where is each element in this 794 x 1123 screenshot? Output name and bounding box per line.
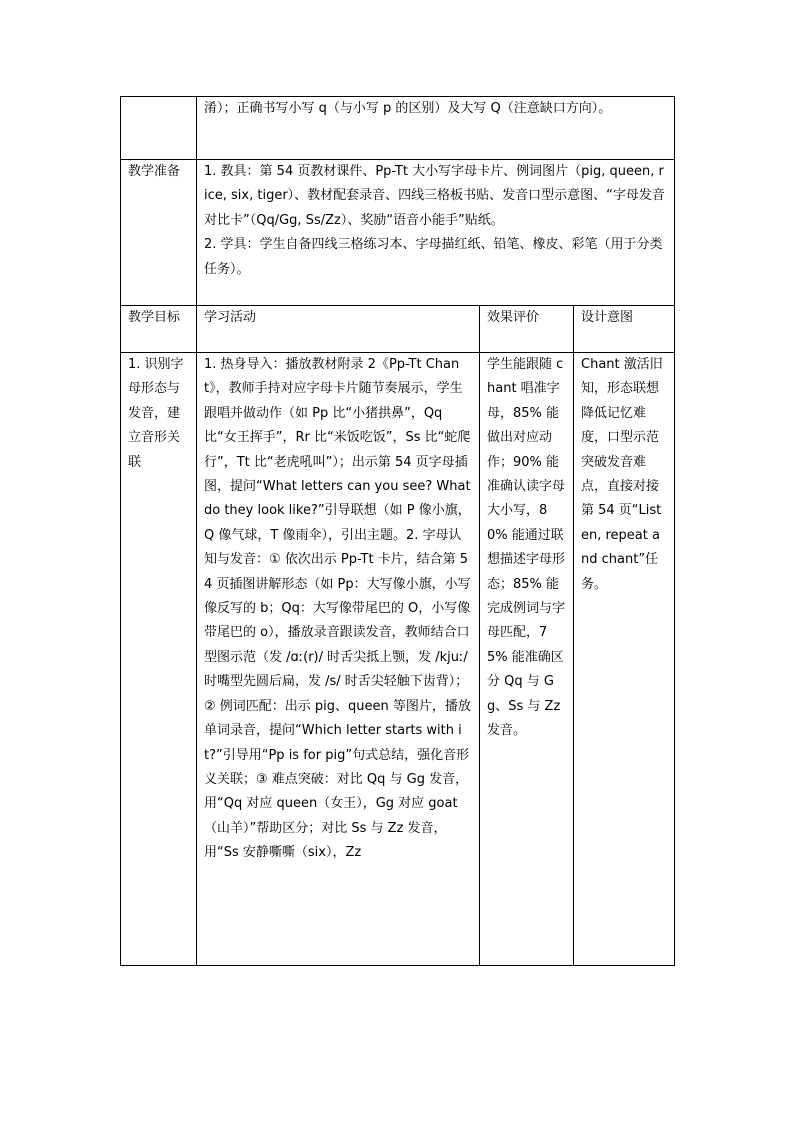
- evaluation-text: 学生能跟随 chant 唱准字母，85% 能做出对应动作；90% 能准确认读字母大小写，80% 能通过联想描述字母形态；85% 能完成例词与字母匹配，75% 能准确区分 Qq 与 Gg、Ss 与 Zz 发音。: [487, 357, 566, 739]
- header-objectives: 教学目标: [121, 306, 197, 353]
- header-evaluation: 效果评价: [480, 306, 574, 353]
- activity-cell: [197, 353, 480, 966]
- continuation-text-cell: 淆）；正确书写小写 q（与小写 p 的区别）及大写 Q（注意缺口方向）。: [197, 97, 675, 160]
- continuation-row: [121, 97, 675, 160]
- intent-text: Chant 激活旧知，形态联想降低记忆难度，口型示范突破发音难点，直接对接第 54 页“Listen, repeat and chant”任务。: [581, 357, 663, 592]
- objective-row: [121, 353, 675, 966]
- preparation-content-cell: [197, 160, 675, 306]
- preparation-label-cell: 教学准备: [121, 160, 197, 306]
- continuation-label-cell: [121, 97, 197, 160]
- lesson-plan-table: [120, 96, 675, 966]
- preparation-row: [121, 160, 675, 306]
- column-header-row: [121, 306, 675, 353]
- preparation-item-student-tools: 2. 学具：学生自备四线三格练习本、字母描红纸、铅笔、橡皮、彩笔（用于分类任务）。: [204, 237, 663, 277]
- preparation-item-teacher-tools: 1. 教具：第 54 页教材课件、Pp-Tt 大小写字母卡片、例词图片（pig, queen, rice, six, tiger）、教材配套录音、四线三格板书贴、发音口型示意图、“字母发音对比卡”（Qq/Gg, Ss/Zz）、奖励“语音小能手”贴纸。: [204, 164, 665, 228]
- activity-text: 1. 热身导入：播放教材附录 2《Pp-Tt Chant》，教师手持对应字母卡片随节奏展示，学生跟唱并做动作（如 Pp 比“小猪拱鼻”，Qq 比“女王挥手”，Rr 比“米饭吃饭”，Ss 比“蛇爬行”，Tt 比“老虎吼叫”）；出示第 54 页字母插图，提问“What letters can you see? What do they look like?”引导联想（如 P 像小旗，Q 像气球，T 像雨伞），引出主题。2. 字母认知与发音：① 依次出示 Pp-Tt 卡片，结合第 54 页插图讲解形态（如 Pp：大写像小旗，小写像反写的 b；Qq：大写像带尾巴的 O，小写像带尾巴的 o），播放录音跟读发音，教师结合口型图示范（发 /ɑː(r)/ 时舌尖抵上颚，发 /kjuː/ 时嘴型先圆后扁，发 /s/ 时舌尖轻触下齿背）；② 例词匹配：出示 pig、queen 等图片，播放单词录音，提问“Which letter starts with it?”引导用“Pp is for pig”句式总结，强化音形义关联；③ 难点突破：对比 Qq 与 Gg 发音，用“Qq 对应 queen（女王），Gg 对应 goat（山羊）”帮助区分；对比 Ss 与 Zz 发音，用“Ss 安静嘶嘶（six），Zz: [204, 357, 471, 861]
- header-intent: 设计意图: [574, 306, 675, 353]
- evaluation-cell: [480, 353, 574, 966]
- intent-cell: [574, 353, 675, 966]
- objective-text: 1. 识别字母形态与发音，建立音形关联: [128, 357, 184, 470]
- objective-cell: [121, 353, 197, 966]
- header-activities: 学习活动: [197, 306, 480, 353]
